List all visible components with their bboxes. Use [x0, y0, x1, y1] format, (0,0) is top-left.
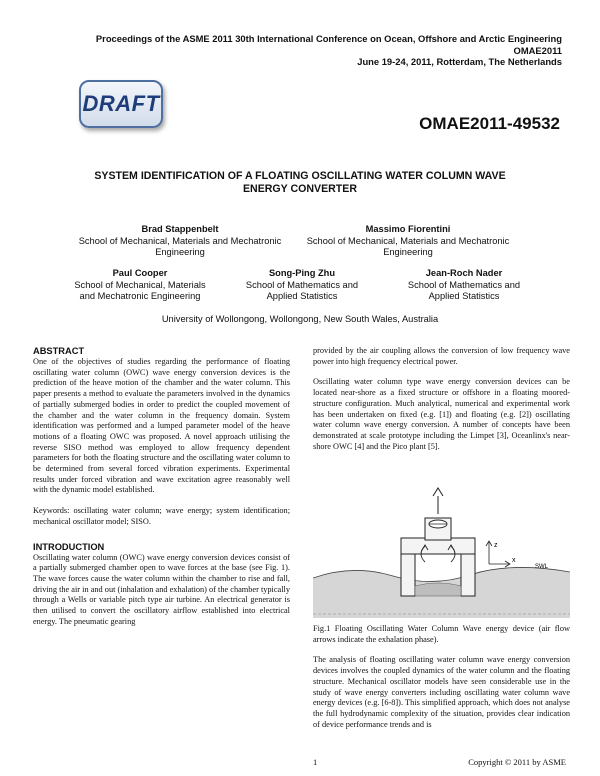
right-column	[313, 346, 570, 740]
author-affiliation: Engineering	[383, 247, 433, 257]
x-axis-label: x	[512, 557, 516, 565]
author-affiliation: Applied Statistics	[266, 291, 338, 301]
author-block	[60, 268, 220, 303]
author-name: Brad Stappenbelt	[141, 224, 219, 234]
title-line-2: ENERGY CONVERTER	[242, 183, 357, 195]
author-affiliation: Applied Statistics	[428, 291, 500, 301]
title-line-1: SYSTEM IDENTIFICATION OF A FLOATING OSCILLATING WATER COLUMN WAVE	[94, 170, 506, 182]
author-name: Massimo Fiorentini	[365, 224, 451, 234]
conference-dates: June 19-24, 2011, Rotterdam, The Netherlands	[357, 56, 562, 67]
introduction-body: Oscillating water column (OWC) wave energy conversion devices consist of a partially submerged chamber open to wave forces at the base (see Fig. 1). The wave forces cause the water column within the chamber to rise and fall, driving the air in and out (inhalation and exhalation) of the chamber typically through a Wells or variable pitch type air turbine. An electrical generator is then utilised to convert the oscillatory airflow established into electrical energy. The pneumatic gearing	[33, 552, 290, 626]
abstract-body: One of the objectives of studies regarding the performance of floating oscillating water column (OWC) wave energy conversion devices is the prediction of the heave motion of the chamber and the water column. This paper presents a method to evaluate the parameters involved in the dynamics of partially submerged bodies in order to predict the coupled movement of the chamber and the water column in the frequency domain. System identification was performed and a lumped parameter model of the heave motions of a floating OWC was proposed. A novel approach utilising the reverse SISO method was employed to allow frequency dependent parameters for both the floating structure and the oscillating water column to be determined from several forced vibration experiments. Experimental results under forced vibration and wave excitation agree reasonably well with the dynamic model established.	[33, 357, 290, 495]
author-affiliation: Engineering	[155, 247, 205, 257]
author-block	[68, 224, 292, 259]
water-column	[415, 583, 461, 596]
conference-code: OMAE2011	[513, 44, 562, 56]
author-block	[222, 268, 382, 303]
author-affiliation: and Mechatronic Engineering	[79, 291, 201, 301]
coordinate-axes	[486, 541, 510, 567]
author-affiliation: School of Mechanical, Materials	[74, 279, 206, 290]
author-affiliation: School of Mathematics and	[245, 279, 359, 290]
abstract-heading: ABSTRACT	[33, 346, 85, 356]
page-number: 1	[313, 757, 318, 767]
author-name: Song-Ping Zhu	[268, 268, 336, 278]
swl-label: SWL	[535, 564, 549, 571]
author-affiliation: School of Mechanical, Materials and Mechatronic	[306, 235, 510, 246]
paper-title	[60, 170, 540, 196]
left-column	[33, 346, 290, 637]
paper-id: OMAE2011-49532	[419, 114, 560, 133]
copyright-notice: Copyright © 2011 by ASME	[468, 757, 566, 767]
university-affiliation: University of Wollongong, Wollongong, New South Wales, Australia	[161, 314, 439, 324]
turbine-icon	[429, 520, 447, 528]
proceedings-title: Proceedings of the ASME 2011 30th International Conference on Ocean, Offshore and Arctic Engineering	[95, 33, 562, 44]
z-axis-label: z	[494, 542, 498, 550]
author-block	[384, 268, 544, 303]
paragraph: provided by the air coupling allows the conversion of low frequency wave power into high frequency electrical power.	[313, 346, 570, 366]
owc-device-figure	[313, 468, 570, 618]
author-name: Paul Cooper	[112, 268, 168, 278]
proceedings-header	[62, 33, 562, 68]
paragraph: Oscillating water column type wave energy conversion devices can be located near-shore as a fixed structure or offshore in a floating moored-structure configuration. Much analytical, numerical and experimental work has been undertaken on fixed (e.g. [1]) and floating (e.g. [2]) oscillating water column wave energy conversion. A number of concepts have been demonstrated at scale prototype including the Limpet [3], Oceanlinx's near-shore OWC [4] and the Pico plant [5].	[313, 377, 570, 451]
author-affiliation: School of Mathematics and	[407, 279, 521, 290]
draft-badge: DRAFT	[79, 80, 163, 128]
author-affiliation: School of Mechanical, Materials and Mechatronic	[78, 235, 282, 246]
author-name: Jean-Roch Nader	[425, 268, 503, 278]
paragraph: The analysis of floating oscillating water column wave energy conversion devices involves the coupled dynamics of the water column and the floating structure. Mechanical oscillator models have seen considerable use in the study of wave energy converters including oscillating water column wave energy devices (e.g. [6-8]). This simplified approach, which does not analyse the full hydrodynamic complexity of the situation, provides clear indication of device performance trends and is	[313, 655, 570, 729]
figure-caption: Fig.1 Floating Oscillating Water Column Wave energy device (air flow arrows indicate the exhalation phase).	[313, 624, 570, 644]
introduction-heading: INTRODUCTION	[33, 541, 105, 552]
keywords: Keywords: oscillating water column; wave energy; system identification; mechanical oscillator model; SISO.	[33, 506, 290, 526]
airflow-arrow-icon	[433, 488, 443, 514]
author-block	[296, 224, 520, 259]
